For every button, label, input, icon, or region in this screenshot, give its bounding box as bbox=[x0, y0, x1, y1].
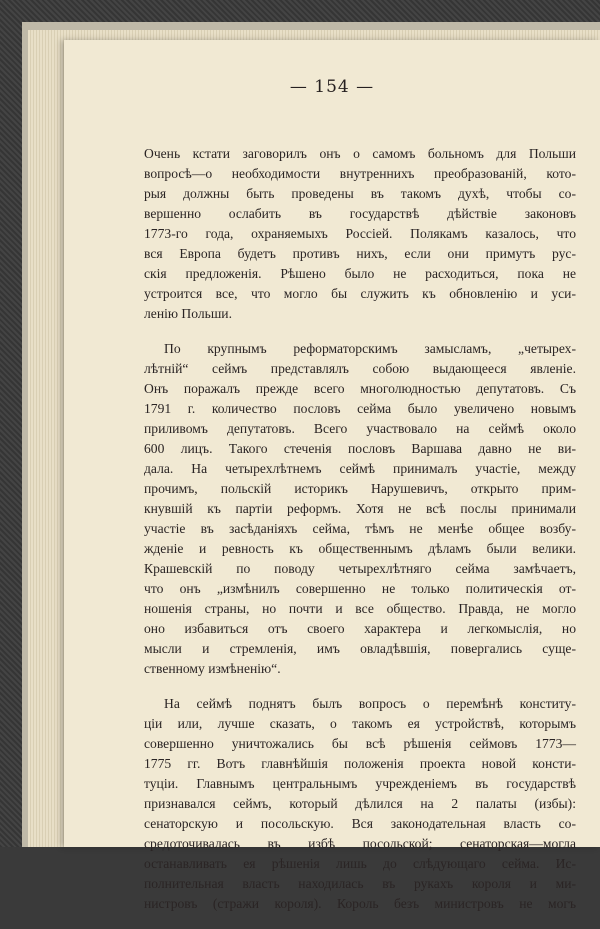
text-line: полнительная власть находилась въ рукахъ короля и ми- bbox=[144, 876, 576, 891]
page-number: — 154 — bbox=[289, 77, 375, 97]
text-line: 1775 гг. Вотъ главнѣйшія положенія проекта новой консти- bbox=[144, 756, 576, 771]
text-line: По крупнымъ реформаторскимъ замысламъ, „четырех- bbox=[164, 341, 576, 356]
text-line: средоточивалась въ избѣ посольской; сенаторская—могла bbox=[144, 836, 576, 851]
text-line: 1773-го года, охраняемыхъ Россіей. Полякамъ казалось, что bbox=[144, 226, 576, 241]
text-line: ношенія страны, но почти и все общество. Правда, не могло bbox=[144, 601, 576, 616]
text-line: вершенно ослабить въ государствѣ дѣйствіе законовъ bbox=[144, 206, 576, 221]
text-line: ственному измѣненію“. bbox=[144, 661, 281, 676]
text-line: приливомъ депутатовъ. Всего участвовало на сеймѣ около bbox=[144, 421, 576, 436]
text-line: мысли и стремленія, имъ овладѣвшія, повергались суще- bbox=[144, 641, 576, 656]
paragraph-2 bbox=[144, 339, 576, 679]
text-line: жденіе и ревность къ общественнымъ дѣламъ были велики. bbox=[144, 541, 576, 556]
text-line: 600 лицъ. Такого стеченія пословъ Варшава давно не ви- bbox=[144, 441, 576, 456]
text-line: На сеймѣ поднятъ былъ вопросъ о перемѣнѣ конститу- bbox=[164, 696, 576, 711]
text-line: Крашевскій по поводу четырехлѣтняго сейма замѣчаетъ, bbox=[144, 561, 576, 576]
text-line: совершенно уничтожались бы всѣ рѣшенія сеймовъ 1773— bbox=[144, 736, 576, 751]
book-page bbox=[64, 40, 600, 911]
text-line: Онъ поражалъ прежде всего многолюдностью депутатовъ. Съ bbox=[144, 381, 576, 396]
page-body-text bbox=[144, 144, 576, 929]
text-line: ленію Польши. bbox=[144, 306, 232, 321]
paragraph-3 bbox=[144, 694, 576, 914]
text-line: оно избавиться отъ своего характера и легкомыслія, но bbox=[144, 621, 576, 636]
text-line: скія предложенія. Рѣшено было не расходиться, пока не bbox=[144, 266, 576, 281]
text-line: рыя должны быть проведены въ такомъ духѣ, чтобы со- bbox=[144, 186, 576, 201]
text-line: 1791 г. количество пословъ сейма было увеличено новымъ bbox=[144, 401, 576, 416]
text-line: сенаторскую и посольскую. Вся законодательная власть со- bbox=[144, 816, 576, 831]
text-line: туціи. Главнымъ центральнымъ учрежденіемъ въ государствѣ bbox=[144, 776, 576, 791]
text-line: что онъ „измѣнилъ совершенно не только политическія от- bbox=[144, 581, 576, 596]
text-line: дала. На четырехлѣтнемъ сеймѣ принималъ участіе, между bbox=[144, 461, 576, 476]
text-line: кнувшій къ партіи реформъ. Хотя не всѣ послы принимали bbox=[144, 501, 576, 516]
text-line: останавливать ея рѣшенія лишь до слѣдующаго сейма. Ис- bbox=[144, 856, 576, 871]
text-line: ціи или, лучше сказать, о такомъ ея устройствѣ, которымъ bbox=[144, 716, 576, 731]
text-line: лѣтній“ сеймъ представлялъ собою выдающееся явленіе. bbox=[144, 361, 576, 376]
text-line: нистровъ (стражи короля). Король безъ министровъ не могъ bbox=[144, 896, 576, 911]
text-line: устроится все, что могло бы служить къ обновленію и уси- bbox=[144, 286, 576, 301]
paragraph-1 bbox=[144, 144, 576, 324]
text-line: участіе въ засѣданіяхъ сейма, тѣмъ не менѣе общее возбу- bbox=[144, 521, 576, 536]
text-line: Очень кстати заговорилъ онъ о самомъ больномъ для Польши bbox=[144, 146, 576, 161]
text-line: вся Европа будетъ противъ нихъ, если они примутъ рус- bbox=[144, 246, 576, 261]
text-line: признавался сеймъ, который дѣлился на 2 палаты (избы): bbox=[144, 796, 576, 811]
text-line: прочимъ, польскій историкъ Нарушевичъ, открыто прим- bbox=[144, 481, 576, 496]
text-line: вопросѣ—о необходимости внутреннихъ преобразованій, кото- bbox=[144, 166, 576, 181]
